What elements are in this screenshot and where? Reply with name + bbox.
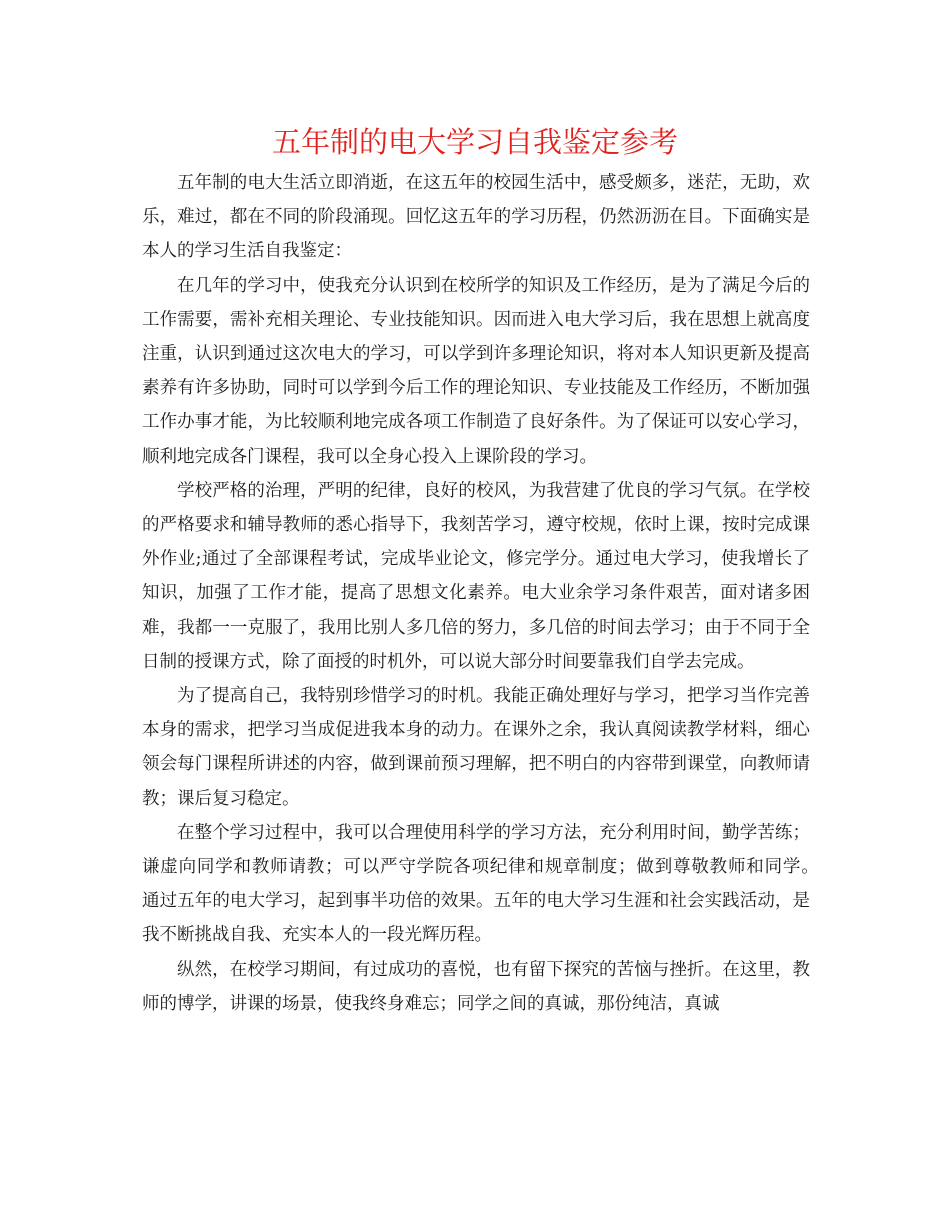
paragraph-1: 五年制的电大生活立即消逝，在这五年的校园生活中，感受颇多，迷茫，无助，欢乐，难过，都在不同的阶段涌现。回忆这五年的学习历程，仍然沥沥在目。下面确实是本人的学习生活自我鉴定： [142,173,810,262]
paragraph-5: 在整个学习过程中，我可以合理使用科学的学习方法，充分利用时间，勤学苦练；谦虚向同学和教师请教；可以严守学院各项纪律和规章制度；做到尊敬教师和同学。 通过五年的电大学习，起到事半功倍的效果。五年的电大学习生涯和社会实践活动，是我不断挑战自我、充实本人的一段光辉历程。 [142,822,845,946]
paragraph-6: 纵然，在校学习期间，有过成功的喜悦，也有留下探究的苦恼与挫折。在这里，教师的博学，讲课的场景，使我终身难忘；同学之间的真诚，那份纯洁，真诚 [142,959,810,1014]
document-title: 五年制的电大学习自我鉴定参考 [271,125,678,159]
paragraph-2: 在几年的学习中，使我充分认识到在校所学的知识及工作经历，是为了满足今后的工作需要，需补充相关理论、专业技能知识。因而进入电大学习后，我在思想上就高度注重，认识到通过这次电大的学习，可以学到许多理论知识，将对本人知识更新及提高素养有许多协助，同时可以学到今后工作的理论知识、专业技能及工作经历，不断加强工作办事才能，为比较顺利地完成各项工作制造了良好条件。为了保证可以安心学习，顺利地完成各门课程，我可以全身心投入上课阶段的学习。 [142,275,810,467]
paragraph-4: 为了提高自己，我特别珍惜学习的时机。我能正确处理好与学习，把学习当作完善本身的需求，把学习当成促进我本身的动力。在课外之余，我认真阅读教学材料，细心领会每门课程所讲述的内容，做到课前预习理解，把不明白的内容带到课堂，向教师请教；课后复习稳定。 [142,686,810,809]
document-body [142,166,845,1021]
paragraph-3: 学校严格的治理，严明的纪律，良好的校风，为我营建了优良的学习气氛。在学校的严格要求和辅导教师的悉心指导下，我刻苦学习，遵守校规，依时上课，按时完成课外作业;通过了全部课程考试，完成毕业论文，修完学分。通过电大学习，使我增长了知识，加强了工作才能，提高了思想文化素养。电大业余学习条件艰苦，面对诸多困难，我都一一克服了，我用比别人多几倍的努力，多几倍的时间去学习；由于不同于全日制的授课方式，除了面授的时机外，可以说大部分时间要靠我们自学去完成。 [142,480,810,672]
